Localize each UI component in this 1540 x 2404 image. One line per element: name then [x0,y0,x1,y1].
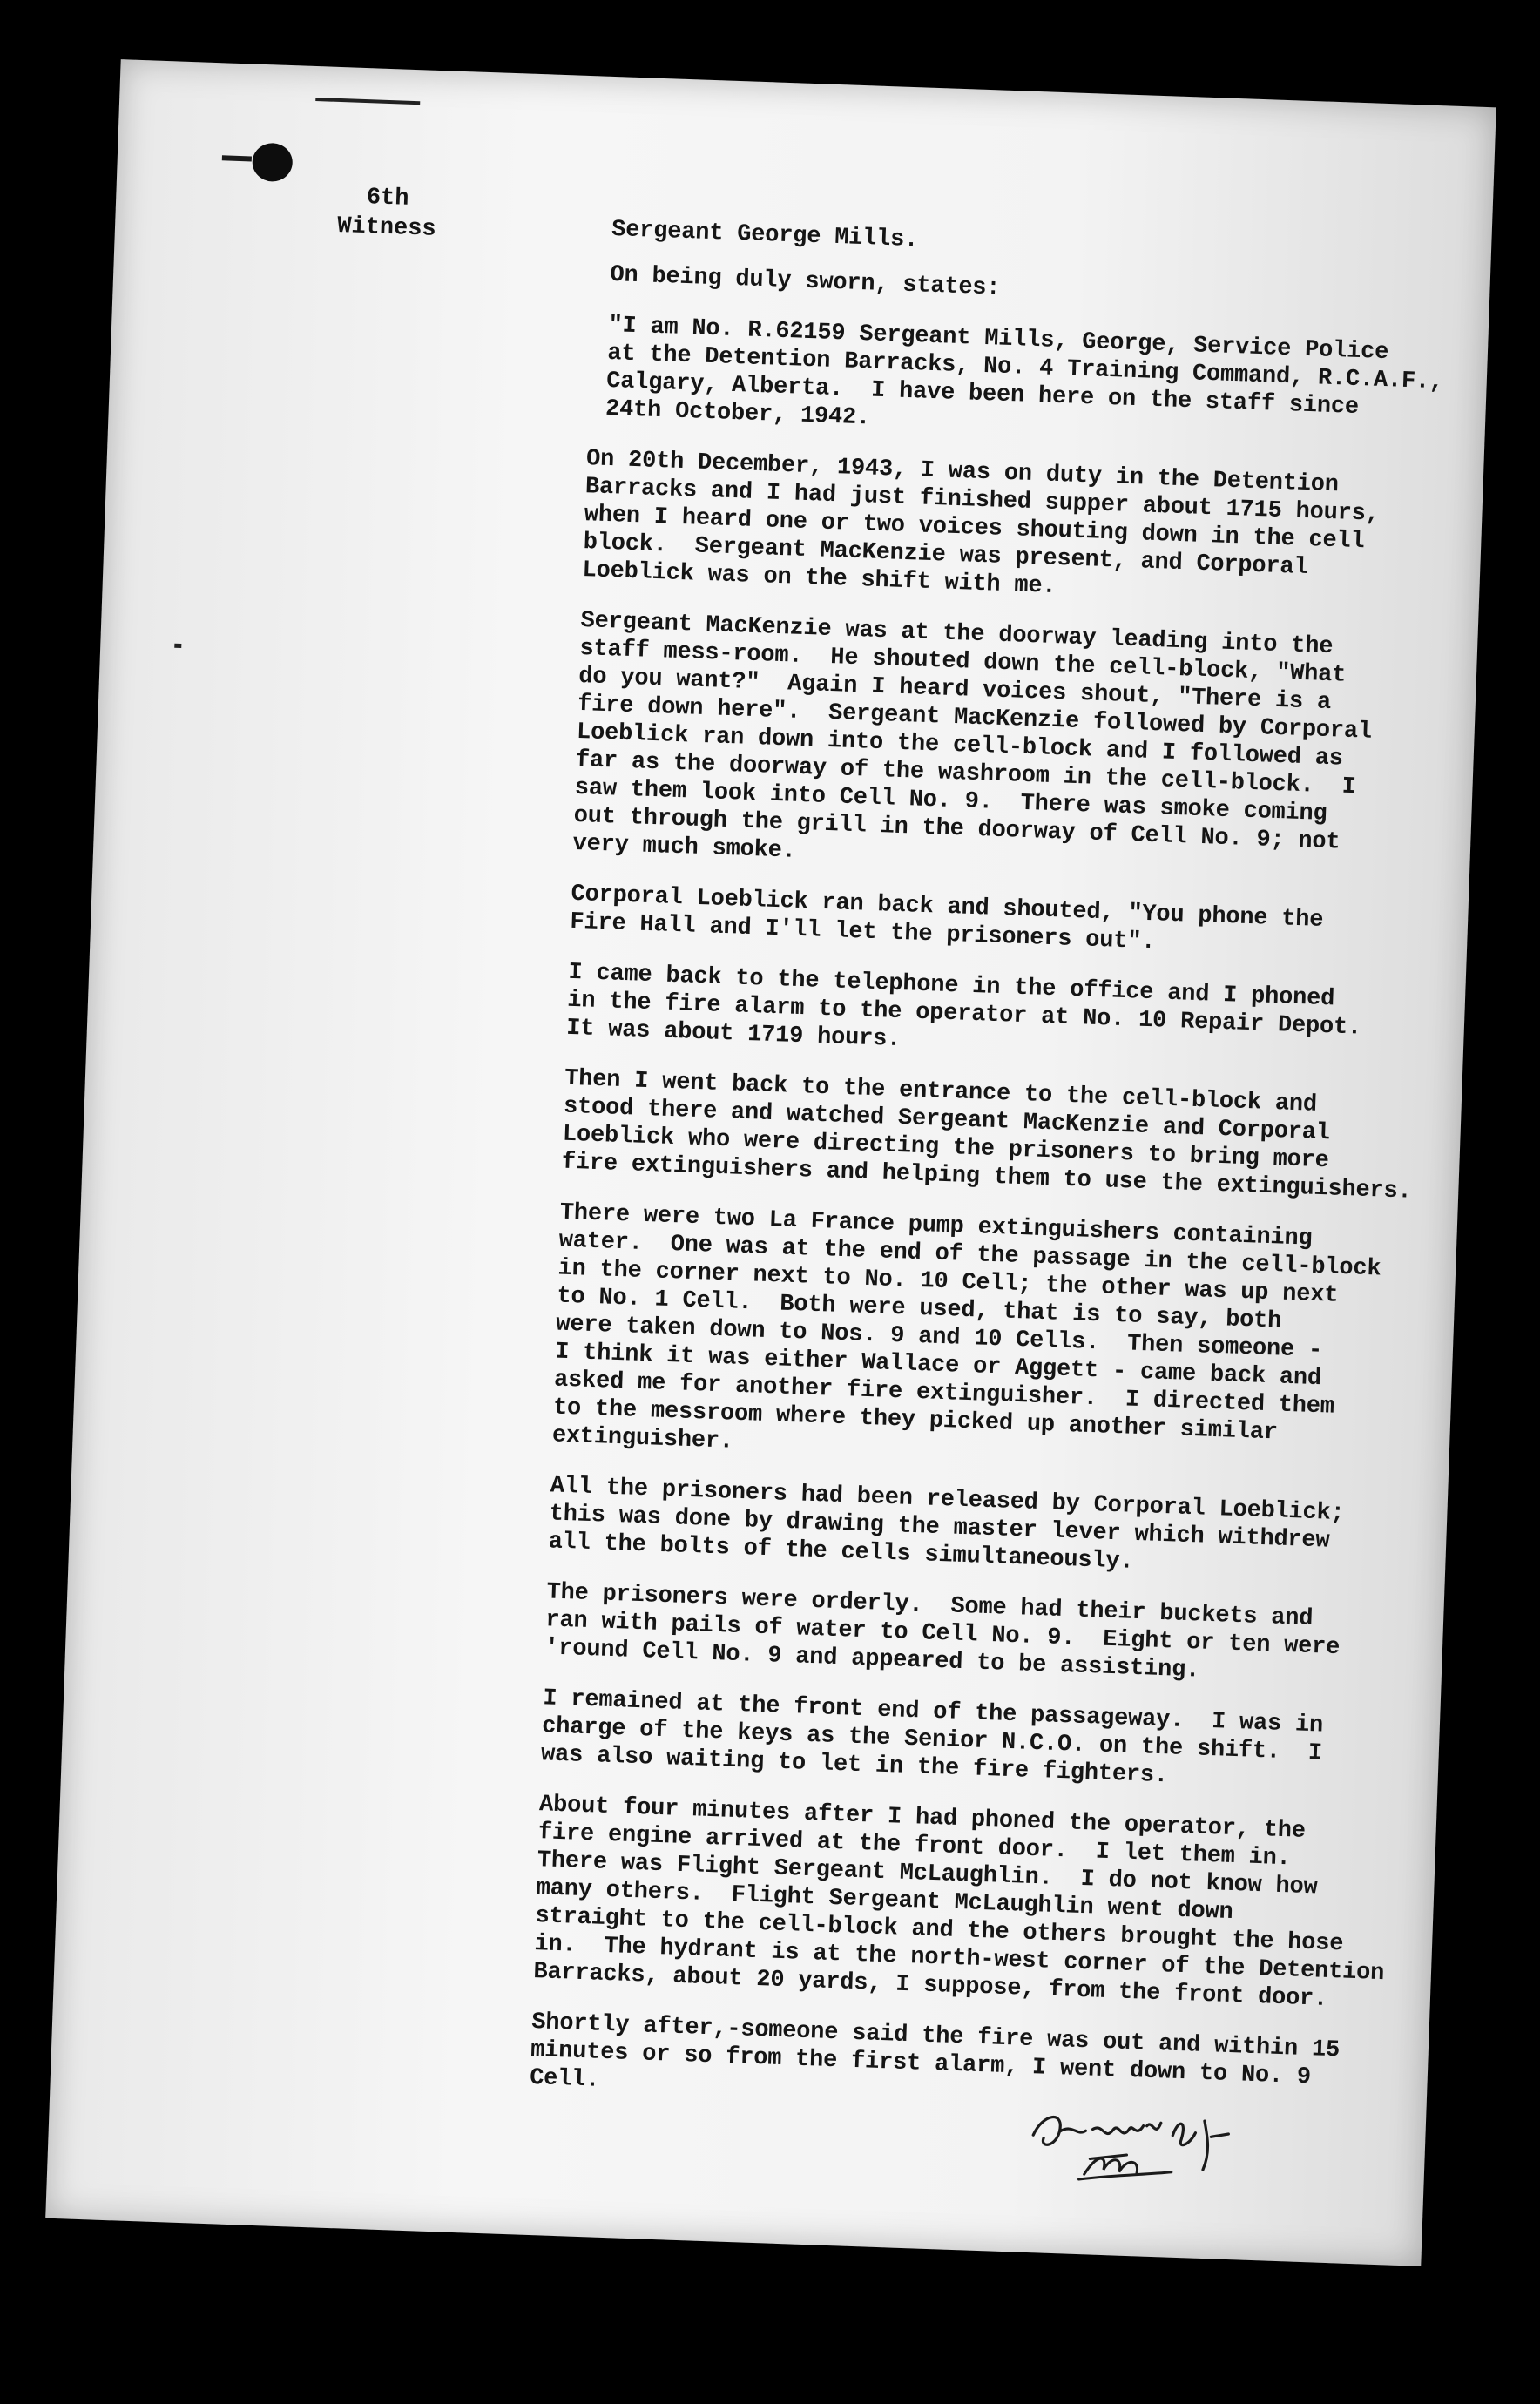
statement-paragraph: About four minutes after I had phoned the operator, the fire engine arrived at the front door. I let them in. There was Flight Sergeant McLaughlin. I do not know how many others. Flight Sergeant McLaughlin went down straight to the cell-block and the others brought the hose in. The hydrant is at the north-west corner of the Detention Barracks, about 20 yards, I suppose, from the front door. [532,1792,1385,2013]
statement-paragraph: Shortly after,-someone said the fire was out and within 15 minutes or so from the first alarm, I went down to No. 9 Cell. [529,2009,1341,2094]
punch-mark [222,155,252,161]
punch-hole [252,143,294,183]
statement-body [529,215,1444,2143]
sworn-line: On being duly sworn, states: [609,261,1001,302]
margin-tick [174,644,181,648]
witness-word: Witness [336,213,437,243]
statement-paragraph: "I am No. R.62159 Sergeant Mills, George, Service Police at the Detention Barracks, No. 4 Training Command, R.C.A.F., Calgary, Alberta. I have been here on the staff since 24th October, 1942. [605,312,1444,432]
statement-paragraph: The prisoners were orderly. Some had their buckets and ran with pails of water to Cell No. 9. Eight or ten were 'round Cell No. 9 and appeared to be assisting. [544,1579,1341,1685]
witness-heading: Sergeant George Mills. [611,216,919,254]
handwritten-signature [1023,2096,1253,2199]
witness-label [337,182,438,245]
statement-paragraph: Corporal Loeblick ran back and shouted, "You phone the Fire Hall and I'll let the prisoners out". [569,881,1324,956]
statement-paragraph: I remained at the front end of the passageway. I was in charge of the keys as the Senior N.C.O. on the shift. I was also waiting to let in the fire fighters. [540,1685,1324,1790]
statement-paragraph: All the prisoners had been released by Corporal Loeblick; this was done by drawing the master lever which withdrew all the bolts of the cells simultaneously. [548,1473,1346,1576]
statement-paragraph: There were two La France pump extinguishers containing water. One was at the end of the passage in the cell-block in the corner next to No. 10 Cell; the other was up next to No. 1 Cell. Both were used, that is to say, both were taken down to Nos. 9 and 10 Cells. Then someone - I think it was either Wallace or Aggett - came back and asked me for another fire extinguisher. I directed them to the messroom where they picked up another similar extinguisher. [551,1199,1381,1455]
statement-paragraph: Sergeant MacKenzie was at the doorway leading into the staff mess-room. He shouted down the cell-block, "What do you want?" Again I heard voices shout, "There is a fire down here". Sergeant MacKenzie followed by Corporal Loeblick ran down into the cell-block and I followed as far as the doorway of the washroom in the cell-block. I saw them look into Cell No. 9. There was smoke coming out through the grill in the doorway of Cell No. 9; not very much smoke. [572,608,1373,865]
statement-paragraph: On 20th December, 1943, I was on duty in the Detention Barracks and I had just finished supper about 1715 hours, when I heard one or two voices shouting down in the cell block. Sergeant MacKenzie was present, and Corporal Loeblick was on the shift with me. [582,446,1381,601]
top-dash-mark [315,98,420,105]
witness-number: 6th [366,185,409,213]
statement-paragraph: I came back to the telephone in the office and I phoned in the fire alarm to the operator at No. 10 Repair Depot. It was about 1719 hours. [565,959,1362,1054]
statement-paragraph: Then I went back to the entrance to the cell-block and stood there and watched Sergeant MacKenzie and Corporal Loeblick who were directing the prisoners to bring more fire extinguishers and helping them to use the extinguishers. [561,1065,1412,1205]
document-page [45,59,1496,2266]
